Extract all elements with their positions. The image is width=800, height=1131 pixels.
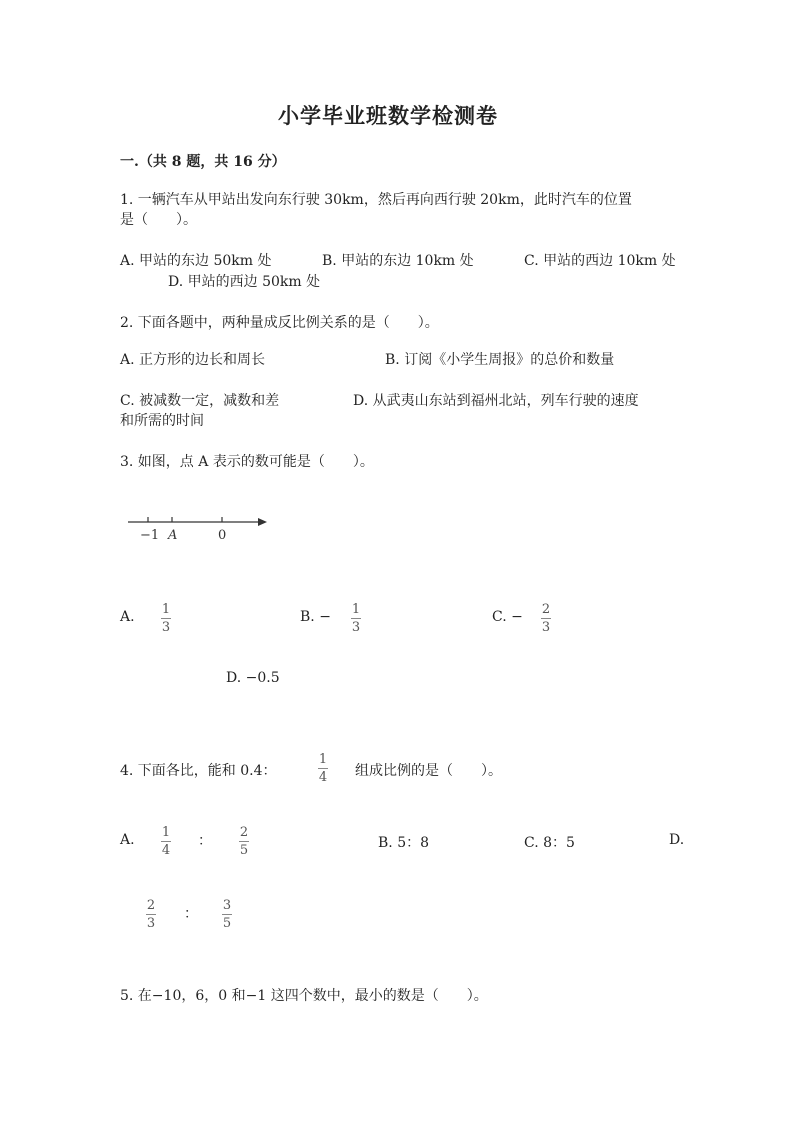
number-line-arrow — [258, 518, 267, 526]
q4-option-a-label: A. — [120, 832, 135, 848]
q4-option-d-label: D. — [669, 832, 685, 848]
numerator: 2 — [146, 898, 156, 913]
denominator: 3 — [541, 620, 551, 635]
q3-stem: 3. 如图，点 A 表示的数可能是（ ）。 — [120, 454, 374, 470]
q4-option-d-fraction1 — [146, 898, 156, 931]
q2-option-b: B. 订阅《小学生周报》的总价和数量 — [385, 352, 615, 368]
numerator: 2 — [541, 602, 551, 617]
q2-option-d-line2: 和所需的时间 — [120, 413, 204, 429]
label-a: A — [168, 528, 178, 543]
q1-option-d: D. 甲站的西边 50km 处 — [168, 274, 321, 290]
q4-option-c: C. 8：5 — [524, 835, 575, 851]
section-header: 一.（共 8 题，共 16 分） — [120, 154, 286, 170]
numerator: 2 — [239, 825, 249, 840]
denominator: 4 — [318, 770, 328, 785]
denominator: 5 — [222, 916, 232, 931]
q2-stem: 2. 下面各题中，两种量成反比例关系的是（ ）。 — [120, 315, 439, 331]
q4-stem-fraction — [318, 752, 328, 785]
q3-option-c-label: C. − — [492, 609, 523, 625]
q4-stem-pre: 4. 下面各比，能和 0.4： — [120, 763, 277, 779]
q4-option-a-fraction1 — [161, 825, 171, 858]
q4-option-d-fraction2 — [222, 898, 232, 931]
numerator: 1 — [161, 602, 171, 617]
numerator: 1 — [351, 602, 361, 617]
denominator: 4 — [161, 843, 171, 858]
denominator: 3 — [146, 916, 156, 931]
q4-option-b: B. 5：8 — [378, 835, 430, 851]
q4-option-d-colon: ： — [184, 906, 198, 922]
q2-option-c: C. 被减数一定，减数和差 — [120, 393, 280, 409]
q4-stem-post: 组成比例的是（ ）。 — [355, 763, 502, 779]
q2-option-d-line1: D. 从武夷山东站到福州北站，列车行驶的速度 — [353, 393, 639, 409]
q3-option-d: D. −0.5 — [226, 670, 280, 686]
label-neg1: −1 — [140, 528, 160, 543]
q3-option-b-fraction — [351, 602, 361, 635]
q1-option-b: B. 甲站的东边 10km 处 — [322, 253, 474, 269]
q1-stem-line1: 1. 一辆汽车从甲站出发向东行驶 30km，然后再向西行驶 20km，此时汽车的位置 — [120, 192, 632, 208]
number-line — [124, 510, 274, 546]
q1-option-c: C. 甲站的西边 10km 处 — [524, 253, 676, 269]
page-title: 小学毕业班数学检测卷 — [278, 103, 498, 128]
denominator: 3 — [161, 620, 171, 635]
q1-option-a: A. 甲站的东边 50km 处 — [120, 253, 272, 269]
q4-option-a-colon: ： — [198, 833, 212, 849]
denominator: 3 — [351, 620, 361, 635]
q3-option-a-label: A. — [120, 609, 135, 625]
label-zero: 0 — [218, 528, 227, 543]
q4-option-a-fraction2 — [239, 825, 249, 858]
q3-option-a-fraction — [161, 602, 171, 635]
numerator: 3 — [222, 898, 232, 913]
q5-stem: 5. 在−10，6，0 和−1 这四个数中，最小的数是（ ）。 — [120, 988, 488, 1004]
denominator: 5 — [239, 843, 249, 858]
q1-stem-line2: 是（ ）。 — [120, 212, 197, 228]
numerator: 1 — [161, 825, 171, 840]
numerator: 1 — [318, 752, 328, 767]
q3-option-b-label: B. − — [300, 609, 331, 625]
q2-option-a: A. 正方形的边长和周长 — [120, 352, 266, 368]
q3-option-c-fraction — [541, 602, 551, 635]
